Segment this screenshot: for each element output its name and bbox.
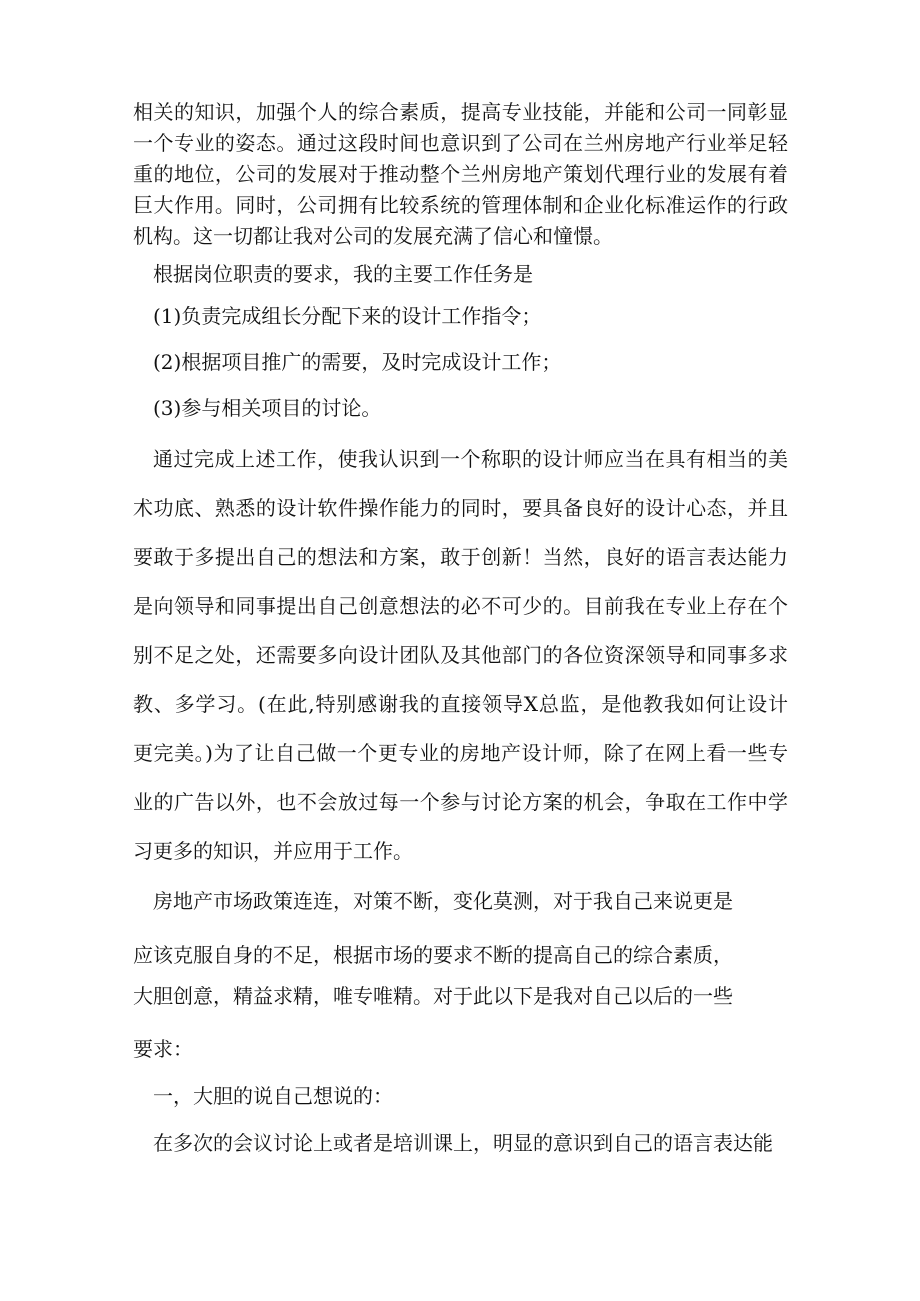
paragraph-1-line-4: 巨大作用。同时，公司拥有比较系统的管理体制和企业化标准运作的行政 [133, 193, 788, 217]
paragraph-2-line-8: 业的广告以外，也不会放过每一个参与讨论方案的机会，争取在工作中学 [133, 790, 788, 814]
paragraph-3-line-3: 大胆创意，精益求精，唯专唯精。对于此以下是我对自己以后的一些 [133, 984, 733, 1008]
paragraph-3-line-2: 应该克服自身的不足，根据市场的要求不断的提高自己的综合素质， [133, 943, 733, 967]
paragraph-2-line-1: 通过完成上述工作，使我认识到一个称职的设计师应当在具有相当的美 [153, 447, 788, 471]
paragraph-2-line-3: 要敢于多提出自己的想法和方案，敢于创新！当然，良好的语言表达能力 [133, 545, 788, 569]
paragraph-2-line-5: 别不足之处，还需要多向设计团队及其他部门的各位资深领导和同事多求 [133, 643, 788, 667]
paragraph-2-line-4: 是向领导和同事提出自己创意想法的必不可少的。目前我在专业上存在个 [133, 594, 788, 618]
paragraph-3-line-1: 房地产市场政策连连，对策不断，变化莫测，对于我自己来说更是 [153, 889, 733, 913]
section-heading-1: 一，大胆的说自己想说的： [153, 1084, 393, 1108]
duty-item-1: (1)负责完成组长分配下来的设计工作指令； [153, 304, 542, 328]
paragraph-1-line-2: 一个专业的姿态。通过这段时间也意识到了公司在兰州房地产行业举足轻 [133, 131, 788, 155]
paragraph-4-line-1: 在多次的会议讨论上或者是培训课上，明显的意识到自己的语言表达能 [153, 1131, 773, 1155]
paragraph-1-line-1: 相关的知识，加强个人的综合素质，提高专业技能，并能和公司一同彰显 [133, 100, 788, 124]
paragraph-1-line-5: 机构。这一切都让我对公司的发展充满了信心和憧憬。 [133, 224, 613, 248]
duty-item-2: (2)根据项目推广的需要，及时完成设计工作； [153, 350, 562, 374]
paragraph-2-line-9: 习更多的知识，并应用于工作。 [133, 839, 413, 863]
paragraph-2-line-7: 更完美。)为了让自己做一个更专业的房地产设计师，除了在网上看一些专 [133, 741, 788, 765]
duties-intro: 根据岗位职责的要求，我的主要工作任务是 [153, 262, 533, 286]
paragraph-2-line-2: 术功底、熟悉的设计软件操作能力的同时，要具备良好的设计心态，并且 [133, 496, 788, 520]
duty-item-3: (3)参与相关项目的讨论。 [153, 396, 382, 420]
paragraph-1-line-3: 重的地位，公司的发展对于推动整个兰州房地产策划代理行业的发展有着 [133, 162, 788, 186]
paragraph-3-line-4: 要求： [133, 1037, 193, 1061]
paragraph-2-line-6: 教、多学习。(在此,特别感谢我的直接领导X总监，是他教我如何让设计 [133, 692, 788, 716]
